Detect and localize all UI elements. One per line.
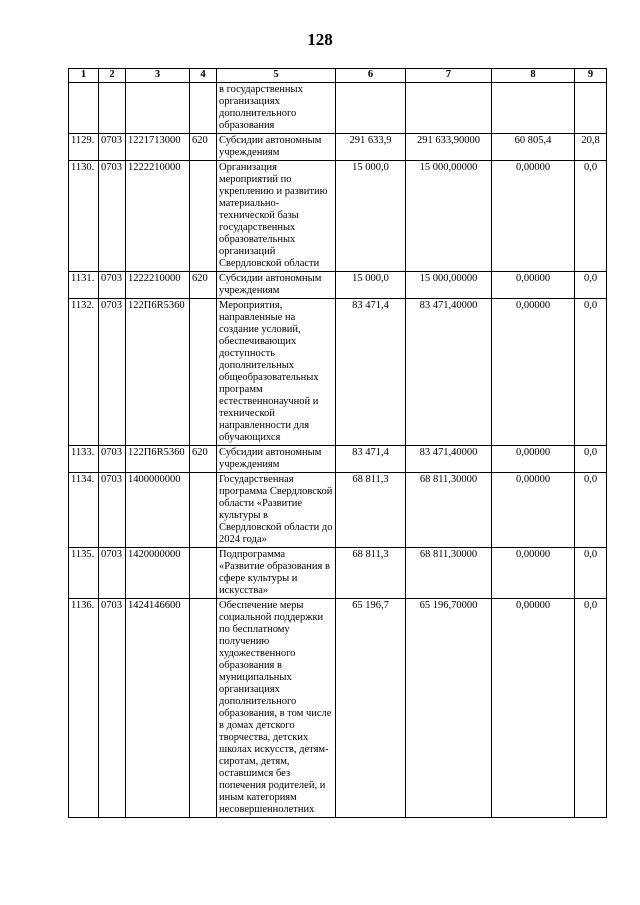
expense-kind-cell: [190, 599, 217, 818]
amount-precise-cell: 68 811,30000: [406, 473, 492, 548]
percent-cell: 0,0: [575, 161, 607, 272]
percent-cell: 0,0: [575, 446, 607, 473]
section-code-cell: 0703: [99, 548, 126, 599]
table-row: [69, 299, 607, 446]
expense-kind-cell: [190, 161, 217, 272]
table-row: [69, 134, 607, 161]
column-header-4: 4: [190, 69, 217, 83]
target-code-cell: 122П6R5360: [126, 299, 190, 446]
executed-cell: 0,00000: [492, 299, 575, 446]
name-cell: Организация мероприятий по укреплению и развитию материально-технической базы государственных образовательных организаций Свердловской области: [217, 161, 336, 272]
target-code-cell: 1222210000: [126, 161, 190, 272]
row-number-cell: 1136.: [69, 599, 99, 818]
row-number-cell: 1130.: [69, 161, 99, 272]
amount-cell: 15 000,0: [336, 272, 406, 299]
executed-cell: [492, 83, 575, 134]
amount-precise-cell: [406, 83, 492, 134]
name-cell: Мероприятия, направленные на создание условий, обеспечивающих доступность дополнительных общеобразовательных программ естественнонаучной и технической направленности для обучающихся: [217, 299, 336, 446]
column-header-5: 5: [217, 69, 336, 83]
executed-cell: 0,00000: [492, 446, 575, 473]
executed-cell: 0,00000: [492, 272, 575, 299]
section-code-cell: 0703: [99, 299, 126, 446]
amount-cell: 15 000,0: [336, 161, 406, 272]
amount-precise-cell: 83 471,40000: [406, 299, 492, 446]
percent-cell: 0,0: [575, 473, 607, 548]
expense-kind-cell: [190, 548, 217, 599]
target-code-cell: 1222210000: [126, 272, 190, 299]
section-code-cell: 0703: [99, 446, 126, 473]
budget-table: [68, 68, 607, 818]
expense-kind-cell: [190, 473, 217, 548]
amount-cell: [336, 83, 406, 134]
row-number-cell: 1129.: [69, 134, 99, 161]
target-code-cell: 1221713000: [126, 134, 190, 161]
amount-cell: 68 811,3: [336, 473, 406, 548]
section-code-cell: [99, 83, 126, 134]
section-code-cell: 0703: [99, 473, 126, 548]
row-number-cell: 1131.: [69, 272, 99, 299]
executed-cell: 0,00000: [492, 161, 575, 272]
percent-cell: 0,0: [575, 299, 607, 446]
column-header-1: 1: [69, 69, 99, 83]
section-code-cell: 0703: [99, 161, 126, 272]
table-row: [69, 599, 607, 818]
executed-cell: 0,00000: [492, 599, 575, 818]
target-code-cell: 1400000000: [126, 473, 190, 548]
executed-cell: 0,00000: [492, 548, 575, 599]
amount-cell: 291 633,9: [336, 134, 406, 161]
percent-cell: [575, 83, 607, 134]
expense-kind-cell: 620: [190, 446, 217, 473]
name-cell: в государственных организациях дополнительного образования: [217, 83, 336, 134]
table-header-row: [69, 69, 607, 83]
percent-cell: 0,0: [575, 548, 607, 599]
amount-precise-cell: 291 633,90000: [406, 134, 492, 161]
amount-cell: 83 471,4: [336, 299, 406, 446]
table-row: [69, 446, 607, 473]
name-cell: Субсидии автономным учреждениям: [217, 272, 336, 299]
executed-cell: 0,00000: [492, 473, 575, 548]
column-header-7: 7: [406, 69, 492, 83]
amount-precise-cell: 65 196,70000: [406, 599, 492, 818]
name-cell: Обеспечение меры социальной поддержки по бесплатному получению художественного образования в муниципальных организациях дополнительного образования, в том числе в домах детского творчества, детских школах искусств, детям-сиротам, детям, оставшимся без попечения родителей, и иным категориям несовершеннолетних: [217, 599, 336, 818]
amount-precise-cell: 83 471,40000: [406, 446, 492, 473]
target-code-cell: [126, 83, 190, 134]
target-code-cell: 1420000000: [126, 548, 190, 599]
amount-cell: 83 471,4: [336, 446, 406, 473]
amount-cell: 68 811,3: [336, 548, 406, 599]
expense-kind-cell: 620: [190, 272, 217, 299]
target-code-cell: 1424146600: [126, 599, 190, 818]
name-cell: Подпрограмма «Развитие образования в сфере культуры и искусства»: [217, 548, 336, 599]
column-header-8: 8: [492, 69, 575, 83]
column-header-6: 6: [336, 69, 406, 83]
percent-cell: 0,0: [575, 599, 607, 818]
row-number-cell: [69, 83, 99, 134]
table-row: [69, 473, 607, 548]
executed-cell: 60 805,4: [492, 134, 575, 161]
column-header-3: 3: [126, 69, 190, 83]
row-number-cell: 1132.: [69, 299, 99, 446]
name-cell: Субсидии автономным учреждениям: [217, 446, 336, 473]
row-number-cell: 1135.: [69, 548, 99, 599]
section-code-cell: 0703: [99, 599, 126, 818]
name-cell: Государственная программа Свердловской области «Развитие культуры в Свердловской области до 2024 года»: [217, 473, 336, 548]
row-number-cell: 1133.: [69, 446, 99, 473]
row-number-cell: 1134.: [69, 473, 99, 548]
table-row: [69, 161, 607, 272]
percent-cell: 20,8: [575, 134, 607, 161]
column-header-2: 2: [99, 69, 126, 83]
expense-kind-cell: [190, 83, 217, 134]
amount-precise-cell: 68 811,30000: [406, 548, 492, 599]
table-row: [69, 272, 607, 299]
amount-cell: 65 196,7: [336, 599, 406, 818]
amount-precise-cell: 15 000,00000: [406, 272, 492, 299]
target-code-cell: 122П6R5360: [126, 446, 190, 473]
expense-kind-cell: [190, 299, 217, 446]
section-code-cell: 0703: [99, 272, 126, 299]
table-row: [69, 548, 607, 599]
name-cell: Субсидии автономным учреждениям: [217, 134, 336, 161]
column-header-9: 9: [575, 69, 607, 83]
page-number: 128: [307, 30, 333, 49]
percent-cell: 0,0: [575, 272, 607, 299]
table-row: [69, 83, 607, 134]
expense-kind-cell: 620: [190, 134, 217, 161]
amount-precise-cell: 15 000,00000: [406, 161, 492, 272]
section-code-cell: 0703: [99, 134, 126, 161]
